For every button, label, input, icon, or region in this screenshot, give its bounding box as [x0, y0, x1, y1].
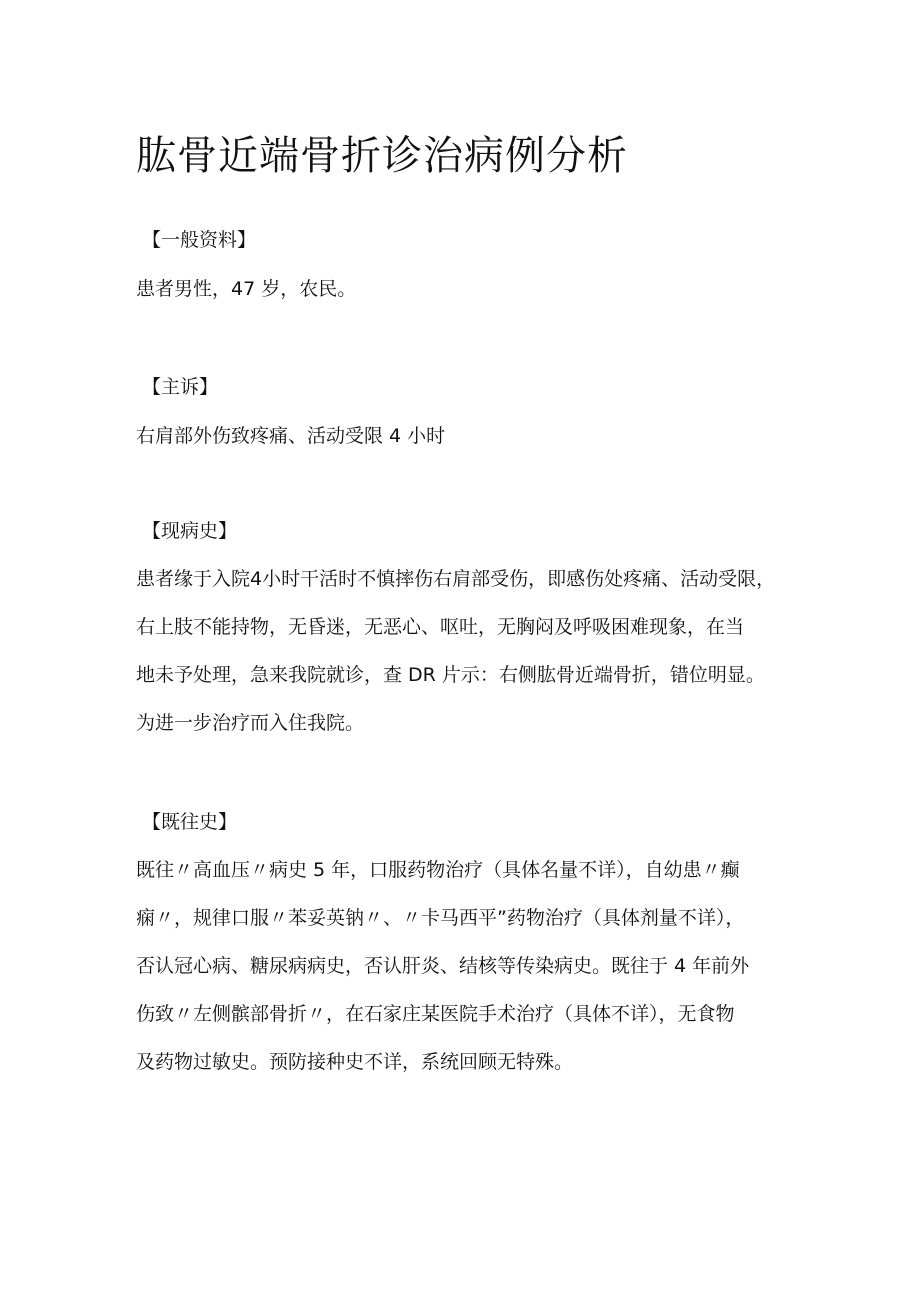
section-heading-chief-complaint: 【主诉】	[142, 376, 219, 398]
past-history-line: 痫〃，规律口服〃苯妥英钠〃、〃卡马西平”药物治疗（具体剂量不详），	[136, 907, 745, 929]
chief-complaint-line: 右肩部外伤致疼痛、活动受限 4 小时	[136, 425, 446, 447]
section-heading-present-illness: 【现病史】	[142, 520, 238, 542]
past-history-line: 否认冠心病、糖尿病病史，否认肝炎、结核等传染病史。既往于 4 年前外	[136, 955, 750, 977]
present-illness-line: 为进一步治疗而入住我院。	[136, 712, 365, 734]
section-heading-general-info: 【一般资料】	[142, 229, 257, 251]
present-illness-line: 地未予处理，急来我院就诊，查 DR 片示：右侧肱骨近端骨折，错位明显。	[136, 664, 765, 686]
present-illness-line: 患者缘于入院4小时干活时不慎摔伤右肩部受伤，即感伤处疼痛、活动受限，	[136, 568, 776, 590]
past-history-line: 及药物过敏史。预防接种史不详，系统回顾无特殊。	[136, 1051, 574, 1073]
page-title: 肱骨近端骨折诊治病例分析	[136, 133, 628, 179]
past-history-line: 伤致〃左侧髌部骨折〃，在石家庄某医院手术治疗（具体不详），无食物	[136, 1003, 735, 1025]
section-heading-past-history: 【既往史】	[142, 811, 238, 833]
past-history-line: 既往〃高血压〃病史 5 年，口服药物治疗（具体名量不详），自幼患〃癫	[136, 859, 740, 881]
present-illness-line: 右上肢不能持物，无昏迷，无恶心、呕吐，无胸闷及呼吸困难现象，在当	[136, 616, 745, 638]
general-info-line: 患者男性，47 岁，农民。	[136, 278, 357, 300]
